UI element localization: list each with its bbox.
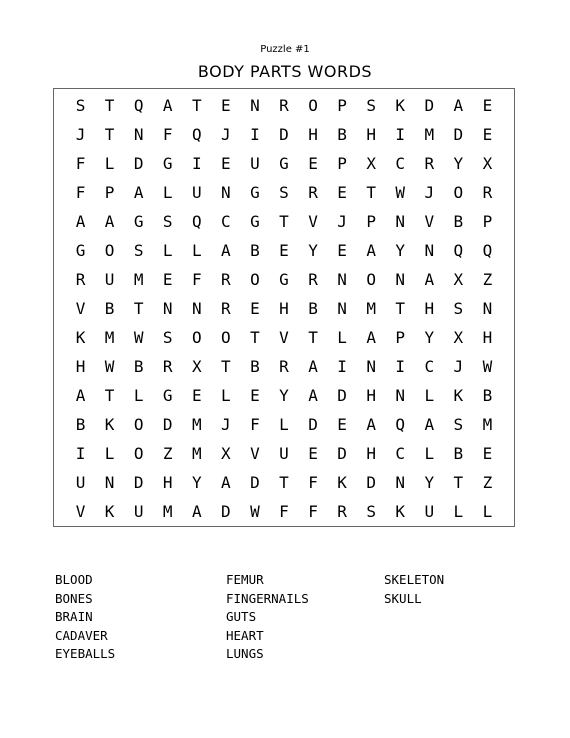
- grid-letter[interactable]: U: [133, 502, 144, 521]
- grid-letter[interactable]: E: [279, 241, 289, 260]
- grid-letter[interactable]: A: [191, 502, 202, 521]
- grid-letter[interactable]: M: [191, 415, 202, 434]
- grid-letter[interactable]: Q: [133, 96, 144, 115]
- grid-letter[interactable]: N: [395, 473, 406, 492]
- grid-letter[interactable]: E: [191, 386, 202, 405]
- grid-letter[interactable]: A: [366, 415, 376, 434]
- grid-letter[interactable]: A: [366, 241, 376, 260]
- grid-letter[interactable]: I: [395, 125, 406, 144]
- grid-letter[interactable]: T: [104, 386, 115, 405]
- grid-letter[interactable]: Q: [191, 125, 202, 144]
- grid-letter[interactable]: G: [279, 270, 289, 289]
- grid-letter[interactable]: X: [191, 357, 202, 376]
- grid-letter[interactable]: F: [250, 415, 260, 434]
- grid-letter[interactable]: T: [191, 96, 202, 115]
- grid-letter[interactable]: A: [162, 96, 173, 115]
- grid-letter[interactable]: D: [162, 415, 173, 434]
- grid-letter[interactable]: R: [482, 183, 493, 202]
- grid-letter[interactable]: Q: [482, 241, 493, 260]
- grid-letter[interactable]: T: [308, 328, 318, 347]
- grid-letter[interactable]: B: [337, 125, 347, 144]
- grid-letter[interactable]: H: [366, 386, 376, 405]
- grid-letter[interactable]: X: [221, 444, 231, 463]
- grid-letter[interactable]: R: [279, 96, 289, 115]
- grid-letter[interactable]: A: [308, 357, 318, 376]
- grid-letter[interactable]: N: [482, 299, 493, 318]
- word-list-item: CADAVER: [55, 627, 108, 643]
- grid-letter[interactable]: O: [221, 328, 231, 347]
- grid-letter[interactable]: E: [308, 444, 318, 463]
- grid-letter[interactable]: O: [366, 270, 376, 289]
- grid-letter[interactable]: M: [424, 125, 435, 144]
- grid-letter[interactable]: O: [133, 415, 144, 434]
- grid-letter[interactable]: E: [221, 96, 231, 115]
- grid-letter[interactable]: I: [75, 444, 86, 463]
- grid-letter[interactable]: A: [424, 270, 435, 289]
- grid-letter[interactable]: S: [366, 502, 376, 521]
- grid-letter[interactable]: T: [221, 357, 231, 376]
- grid-letter[interactable]: S: [453, 415, 464, 434]
- grid-letter[interactable]: X: [366, 154, 376, 173]
- grid-letter[interactable]: M: [162, 502, 173, 521]
- grid-letter[interactable]: B: [75, 415, 86, 434]
- grid-letter[interactable]: F: [75, 154, 86, 173]
- grid-letter[interactable]: Z: [482, 270, 493, 289]
- word-list-item: BRAIN: [55, 609, 93, 624]
- grid-letter[interactable]: H: [75, 357, 86, 376]
- grid-letter[interactable]: E: [162, 270, 173, 289]
- grid-letter[interactable]: N: [395, 270, 406, 289]
- grid-letter[interactable]: F: [75, 183, 86, 202]
- grid-letter[interactable]: W: [250, 502, 260, 521]
- grid-letter[interactable]: L: [453, 502, 464, 521]
- grid-letter[interactable]: D: [221, 502, 231, 521]
- grid-letter[interactable]: G: [279, 154, 289, 173]
- grid-letter[interactable]: M: [191, 444, 202, 463]
- puzzle-title: BODY PARTS WORDS: [197, 62, 373, 81]
- grid-letter[interactable]: M: [133, 270, 144, 289]
- grid-letter[interactable]: W: [395, 183, 406, 202]
- word-list-item: BLOOD: [55, 572, 93, 587]
- grid-letter[interactable]: L: [104, 154, 115, 173]
- grid-letter[interactable]: M: [366, 299, 376, 318]
- grid-letter[interactable]: I: [250, 125, 260, 144]
- grid-letter[interactable]: C: [424, 357, 435, 376]
- grid-letter[interactable]: R: [221, 270, 231, 289]
- grid-letter[interactable]: E: [482, 444, 493, 463]
- grid-letter[interactable]: Y: [308, 241, 318, 260]
- grid-letter[interactable]: K: [104, 502, 115, 521]
- grid-letter[interactable]: T: [133, 299, 144, 318]
- word-list-column: [55, 571, 115, 664]
- grid-letter[interactable]: F: [308, 502, 318, 521]
- grid-letter[interactable]: V: [75, 502, 86, 521]
- grid-letter[interactable]: E: [308, 154, 318, 173]
- grid-letter[interactable]: R: [279, 357, 289, 376]
- grid-letter[interactable]: P: [366, 212, 376, 231]
- grid-letter[interactable]: J: [221, 125, 231, 144]
- grid-letter[interactable]: H: [482, 328, 493, 347]
- grid-letter[interactable]: N: [366, 357, 376, 376]
- grid-letter[interactable]: T: [453, 473, 464, 492]
- grid-letter[interactable]: Z: [482, 473, 493, 492]
- grid-letter[interactable]: U: [75, 473, 86, 492]
- grid-letter[interactable]: P: [337, 154, 347, 173]
- grid-letter[interactable]: A: [75, 212, 86, 231]
- grid-letter[interactable]: K: [395, 502, 406, 521]
- grid-letter[interactable]: B: [250, 241, 260, 260]
- grid-letter[interactable]: S: [366, 96, 376, 115]
- word-list-column: [226, 571, 309, 664]
- grid-letter[interactable]: J: [424, 183, 435, 202]
- grid-letter[interactable]: O: [133, 444, 144, 463]
- grid-letter[interactable]: A: [424, 415, 435, 434]
- grid-letter[interactable]: H: [162, 473, 173, 492]
- grid-letter[interactable]: A: [221, 473, 231, 492]
- word-list-item: EYEBALLS: [55, 646, 116, 661]
- grid-letter[interactable]: R: [424, 154, 435, 173]
- grid-letter[interactable]: T: [250, 328, 260, 347]
- grid-letter[interactable]: U: [424, 502, 435, 521]
- word-list-item: BONES: [55, 590, 93, 606]
- grid-letter[interactable]: Y: [424, 328, 435, 347]
- grid-letter[interactable]: S: [279, 183, 289, 202]
- word-list-item: SKELETON: [384, 572, 445, 587]
- grid-letter[interactable]: N: [337, 299, 347, 318]
- grid-letter[interactable]: A: [104, 212, 115, 231]
- grid-letter[interactable]: S: [75, 96, 86, 115]
- grid-letter[interactable]: A: [75, 386, 86, 405]
- grid-letter[interactable]: C: [395, 154, 406, 173]
- grid-letter[interactable]: Q: [453, 241, 464, 260]
- grid-letter[interactable]: D: [366, 473, 376, 492]
- grid-letter[interactable]: E: [482, 96, 493, 115]
- grid-letter[interactable]: T: [395, 299, 406, 318]
- grid-letter[interactable]: B: [133, 357, 144, 376]
- grid-letter[interactable]: J: [221, 415, 231, 434]
- grid-letter[interactable]: S: [453, 299, 464, 318]
- grid-letter[interactable]: A: [133, 183, 144, 202]
- grid-letter[interactable]: R: [308, 183, 318, 202]
- grid-letter[interactable]: L: [337, 328, 347, 347]
- grid-letter[interactable]: E: [337, 415, 347, 434]
- grid-letter[interactable]: E: [250, 386, 260, 405]
- grid-letter[interactable]: T: [279, 212, 289, 231]
- grid-letter[interactable]: L: [279, 415, 289, 434]
- grid-letter[interactable]: K: [104, 415, 115, 434]
- grid-letter[interactable]: A: [308, 386, 318, 405]
- grid-letter[interactable]: J: [337, 212, 347, 231]
- grid-letter[interactable]: D: [250, 473, 260, 492]
- grid-letter[interactable]: J: [453, 357, 464, 376]
- grid-letter[interactable]: P: [337, 96, 347, 115]
- grid-letter[interactable]: U: [279, 444, 289, 463]
- grid-letter[interactable]: C: [395, 444, 406, 463]
- grid-letter[interactable]: D: [337, 386, 347, 405]
- grid-letter[interactable]: Y: [395, 241, 406, 260]
- grid-letter[interactable]: B: [250, 357, 260, 376]
- grid-letter[interactable]: Q: [191, 212, 202, 231]
- grid-letter[interactable]: R: [221, 299, 231, 318]
- puzzle-number: Puzzle #1: [260, 44, 310, 55]
- grid-letter[interactable]: K: [395, 96, 406, 115]
- grid-letter[interactable]: G: [250, 183, 260, 202]
- word-list-item: GUTS: [226, 609, 257, 624]
- grid-letter[interactable]: W: [104, 357, 115, 376]
- grid-letter[interactable]: V: [75, 299, 86, 318]
- grid-letter[interactable]: G: [162, 386, 173, 405]
- grid-letter[interactable]: A: [221, 241, 231, 260]
- grid-letter[interactable]: V: [308, 212, 318, 231]
- grid-letter[interactable]: T: [104, 125, 115, 144]
- grid-letter[interactable]: N: [162, 299, 173, 318]
- grid-letter[interactable]: A: [453, 96, 464, 115]
- grid-letter[interactable]: K: [75, 328, 86, 347]
- word-list-item: LUNGS: [226, 646, 264, 661]
- grid-letter[interactable]: Q: [395, 415, 406, 434]
- grid-letter[interactable]: D: [308, 415, 318, 434]
- grid-letter[interactable]: N: [424, 241, 435, 260]
- grid-letter[interactable]: O: [453, 183, 464, 202]
- grid-letter[interactable]: M: [104, 328, 115, 347]
- grid-letter[interactable]: K: [337, 473, 347, 492]
- grid-letter[interactable]: Z: [162, 444, 173, 463]
- grid-letter[interactable]: O: [191, 328, 202, 347]
- grid-letter[interactable]: Y: [453, 154, 464, 173]
- word-list-item: HEART: [226, 627, 264, 643]
- grid-letter[interactable]: N: [104, 473, 115, 492]
- grid-letter[interactable]: D: [279, 125, 289, 144]
- word-list-item: FINGERNAILS: [226, 590, 309, 606]
- grid-letter[interactable]: W: [482, 357, 493, 376]
- grid-letter[interactable]: H: [308, 125, 318, 144]
- grid-letter[interactable]: R: [162, 357, 173, 376]
- word-list-item: SKULL: [384, 590, 422, 606]
- grid-letter[interactable]: F: [191, 270, 202, 289]
- grid-letter[interactable]: X: [453, 270, 464, 289]
- grid-letter[interactable]: X: [453, 328, 464, 347]
- grid-letter[interactable]: N: [395, 386, 406, 405]
- grid-letter[interactable]: L: [191, 241, 202, 260]
- grid-letter[interactable]: G: [250, 212, 260, 231]
- grid-letter[interactable]: I: [395, 357, 406, 376]
- grid-letter[interactable]: O: [250, 270, 260, 289]
- grid-letter[interactable]: N: [221, 183, 231, 202]
- grid-letter[interactable]: O: [308, 96, 318, 115]
- grid-letter[interactable]: D: [133, 473, 144, 492]
- grid-letter[interactable]: U: [104, 270, 115, 289]
- grid-letter[interactable]: P: [104, 183, 115, 202]
- grid-letter[interactable]: C: [221, 212, 231, 231]
- grid-letter[interactable]: H: [424, 299, 435, 318]
- grid-letter[interactable]: T: [279, 473, 289, 492]
- grid-letter[interactable]: F: [279, 502, 289, 521]
- grid-letter[interactable]: T: [104, 96, 115, 115]
- grid-letter[interactable]: S: [133, 241, 144, 260]
- grid-letter[interactable]: N: [395, 212, 406, 231]
- grid-letter[interactable]: H: [279, 299, 289, 318]
- grid-letter[interactable]: E: [221, 154, 231, 173]
- grid-letter[interactable]: W: [133, 328, 144, 347]
- grid-letter[interactable]: D: [424, 96, 435, 115]
- grid-letter[interactable]: V: [279, 328, 289, 347]
- grid-letter[interactable]: L: [162, 241, 173, 260]
- grid-letter[interactable]: N: [250, 96, 260, 115]
- grid-letter[interactable]: U: [191, 183, 202, 202]
- grid-letter[interactable]: B: [482, 386, 493, 405]
- grid-letter[interactable]: L: [424, 444, 435, 463]
- letter-grid-box: [53, 88, 515, 527]
- grid-letter[interactable]: Y: [424, 473, 435, 492]
- grid-letter[interactable]: B: [308, 299, 318, 318]
- grid-letter[interactable]: N: [133, 125, 144, 144]
- word-list-item: FEMUR: [226, 572, 264, 587]
- grid-letter[interactable]: P: [395, 328, 406, 347]
- grid-letter[interactable]: A: [366, 328, 376, 347]
- grid-letter[interactable]: R: [337, 502, 347, 521]
- word-list-column: [384, 571, 444, 608]
- letter-grid: [66, 91, 502, 526]
- grid-letter[interactable]: S: [162, 328, 173, 347]
- grid-letter[interactable]: J: [75, 125, 86, 144]
- grid-letter[interactable]: L: [133, 386, 144, 405]
- grid-letter[interactable]: F: [162, 125, 173, 144]
- grid-letter[interactable]: T: [366, 183, 376, 202]
- grid-letter[interactable]: H: [366, 444, 376, 463]
- grid-letter[interactable]: L: [482, 502, 493, 521]
- grid-letter[interactable]: S: [162, 212, 173, 231]
- grid-letter[interactable]: I: [191, 154, 202, 173]
- grid-letter[interactable]: E: [337, 183, 347, 202]
- grid-letter[interactable]: E: [337, 241, 347, 260]
- grid-letter[interactable]: M: [482, 415, 493, 434]
- grid-letter[interactable]: Y: [279, 386, 289, 405]
- grid-letter[interactable]: V: [424, 212, 435, 231]
- grid-letter[interactable]: D: [453, 125, 464, 144]
- grid-letter[interactable]: D: [337, 444, 347, 463]
- grid-letter[interactable]: G: [75, 241, 86, 260]
- grid-letter[interactable]: O: [104, 241, 115, 260]
- grid-letter[interactable]: G: [133, 212, 144, 231]
- grid-letter[interactable]: B: [453, 444, 464, 463]
- grid-letter[interactable]: F: [308, 473, 318, 492]
- grid-letter[interactable]: N: [337, 270, 347, 289]
- grid-letter[interactable]: D: [133, 154, 144, 173]
- grid-letter[interactable]: E: [482, 125, 493, 144]
- grid-letter[interactable]: I: [337, 357, 347, 376]
- grid-letter[interactable]: K: [453, 386, 464, 405]
- grid-letter[interactable]: L: [424, 386, 435, 405]
- grid-letter[interactable]: Y: [191, 473, 202, 492]
- grid-letter[interactable]: B: [104, 299, 115, 318]
- grid-letter[interactable]: U: [250, 154, 260, 173]
- grid-letter[interactable]: B: [453, 212, 464, 231]
- grid-letter[interactable]: X: [482, 154, 493, 173]
- grid-letter[interactable]: L: [104, 444, 115, 463]
- grid-letter[interactable]: V: [250, 444, 260, 463]
- grid-letter[interactable]: R: [75, 270, 86, 289]
- grid-letter[interactable]: L: [162, 183, 173, 202]
- grid-letter[interactable]: H: [366, 125, 376, 144]
- grid-letter[interactable]: R: [308, 270, 318, 289]
- grid-letter[interactable]: P: [482, 212, 493, 231]
- grid-letter[interactable]: N: [191, 299, 202, 318]
- grid-letter[interactable]: L: [221, 386, 231, 405]
- grid-letter[interactable]: E: [250, 299, 260, 318]
- grid-letter[interactable]: G: [162, 154, 173, 173]
